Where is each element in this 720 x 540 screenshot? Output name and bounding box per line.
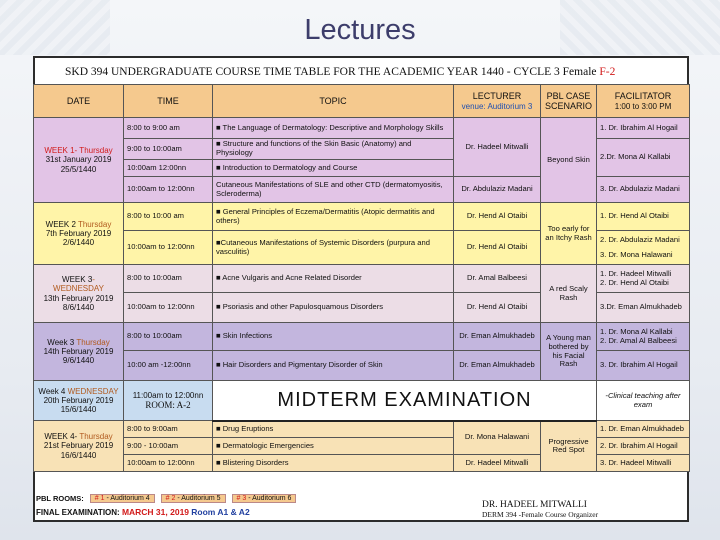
- week1-time-4: 10:00am to 12:00nn: [124, 177, 213, 203]
- week2-label: WEEK 2: [45, 219, 76, 229]
- week5-date-greg: 21st February 2019: [43, 441, 114, 451]
- header-date: DATE: [34, 85, 124, 118]
- pbl-room-1-name: - Auditorium 4: [106, 495, 150, 502]
- pbl-rooms-line: [36, 494, 436, 503]
- header-lecturer-label: LECTURER: [472, 91, 522, 102]
- week5-topic-2: ■ Dermatologic Emergencies: [213, 438, 454, 455]
- week1-pbl: Beyond Skin: [541, 118, 597, 203]
- timetable-title: [65, 66, 685, 78]
- week2-facilitator-1: 1. Dr. Hend Al Otaibi: [597, 203, 690, 231]
- week1-lecturer-1: Dr. Hadeel Mitwalli: [454, 118, 541, 177]
- pbl-room-2-name: - Auditorium 5: [177, 495, 221, 502]
- week3-time-1: 8:00 to 10:00am: [124, 265, 213, 293]
- week5-date-hijri: 16/6/1440: [60, 450, 97, 460]
- week1-facilitator-1: 1. Dr. Ibrahim Al Hogail: [597, 118, 690, 139]
- pbl-room-2-num: # 2: [165, 495, 176, 502]
- timetable: [33, 84, 690, 472]
- week3-lecturer-2: Dr. Hend Al Otaibi: [454, 293, 541, 323]
- week2-date-cell: [34, 203, 124, 265]
- header-lecturer: [454, 85, 541, 118]
- week5-label: WEEK 4-: [44, 432, 78, 442]
- week3-topic-2: ■ Psoriasis and other Papulosquamous Disorders: [213, 293, 454, 323]
- week5-facilitator-1: 1. Dr. Eman Almukhadeb: [597, 421, 690, 438]
- week5-time-2: 9:00 - 10:00am: [124, 438, 213, 455]
- week4-time-room: [124, 381, 213, 421]
- table-row: [34, 421, 690, 438]
- week4-note: -Clinical teaching after exam: [597, 381, 690, 421]
- week5-time-3: 10:00am to 12:00nn: [124, 455, 213, 472]
- week3-facilitator-1: 1. Dr. Hadeel Mitwalli: [600, 268, 672, 278]
- course-organizer: [482, 500, 682, 519]
- table-row: [34, 265, 690, 293]
- slide-title: Lectures: [304, 14, 416, 46]
- header-facilitator-label: FACILITATOR: [614, 91, 672, 102]
- week3-day: - WEDNESDAY: [53, 275, 104, 294]
- header-facilitator: [597, 85, 690, 118]
- header-topic: TOPIC: [213, 85, 454, 118]
- midterm-banner: MIDTERM EXAMINATION: [213, 381, 597, 421]
- week2-pbl: Too early for an Itchy Rash: [541, 203, 597, 265]
- week3-lecturer-1: Dr. Amal Balbeesi: [454, 265, 541, 293]
- week2-lecturer-2: Dr. Hend Al Otaibi: [454, 231, 541, 265]
- week3-topic-1: ■ Acne Vulgaris and Acne Related Disorder: [213, 265, 454, 293]
- header-lecturer-venue: venue: Auditorium 3: [461, 101, 533, 111]
- week3b-facilitator-3: 3. Dr. Ibrahim Al Hogail: [597, 351, 690, 381]
- week1-topic-2: ■ Structure and functions of the Skin Basic (Anatomy) and Physiology: [213, 139, 454, 160]
- pbl-room-3: [232, 494, 297, 503]
- week4-day: WEDNESDAY: [67, 386, 119, 396]
- week5-topic-3: ■ Blistering Disorders: [213, 455, 454, 472]
- week3-date-greg: 13th February 2019: [43, 293, 114, 303]
- week1-date-cell: [34, 118, 124, 203]
- week5-day: Thursday: [79, 432, 113, 442]
- final-exam-label: FINAL EXAMINATION:: [36, 508, 120, 517]
- week5-topic-1: ■ Drug Eruptions: [213, 421, 454, 438]
- week1-facilitator-3: 3. Dr. Abdulaziz Madani: [597, 177, 690, 203]
- pbl-rooms-label: PBL ROOMS:: [36, 494, 84, 503]
- week3b-topic-1: ■ Skin Infections: [213, 323, 454, 351]
- pbl-room-3-name: - Auditorium 6: [248, 495, 292, 502]
- week1-label: WEEK 1- Thursday: [44, 146, 113, 156]
- week3-date-hijri: 8/6/1440: [62, 302, 95, 312]
- week2-date-greg: 7th February 2019: [45, 228, 112, 238]
- week3b-date-cell: [34, 323, 124, 381]
- week5-facilitator-3: 3. Dr. Hadeel Mitwalli: [597, 455, 690, 472]
- week3b-day: Thursday: [76, 337, 110, 347]
- week3-date-cell: [34, 265, 124, 323]
- table-row: [34, 323, 690, 351]
- week5-facilitator-2: 2. Dr. Ibrahim Al Hogail: [597, 438, 690, 455]
- week5-lecturer-1: Dr. Mona Halawani: [454, 421, 541, 455]
- organizer-name: DR. HADEEL MITWALLI: [482, 500, 587, 510]
- week1-time-1: 8:00 to 9:00 am: [124, 118, 213, 139]
- week3b-date-greg: 14th February 2019: [43, 346, 114, 356]
- week3b-topic-2: ■ Hair Disorders and Pigmentary Disorder of Skin: [213, 351, 454, 381]
- week3b-pbl: A Young man bothered by his Facial Rash: [541, 323, 597, 381]
- week1-time-2: 9:00 to 10:00am: [124, 139, 213, 160]
- pbl-room-2: [161, 494, 226, 503]
- week4-date-greg: 20th February 2019: [43, 395, 114, 405]
- table-row-midterm: [34, 381, 690, 421]
- week1-date-greg: 31st January 2019: [45, 155, 112, 165]
- week1-lecturer-2: Dr. Abdulaziz Madani: [454, 177, 541, 203]
- week1-topic-4: Cutaneous Manifestations of SLE and other CTD (dermatomyositis, Scleroderma): [213, 177, 454, 203]
- week3-facilitator-2: 2. Dr. Hend Al Otaibi: [600, 277, 669, 287]
- week4-label: Week 4: [38, 386, 66, 396]
- final-exam-date: MARCH 31, 2019: [121, 507, 190, 517]
- week3-time-2: 10:00am to 12:00nn: [124, 293, 213, 323]
- week3b-facilitators-12: [597, 323, 690, 351]
- organizer-role: DERM 394 -Female Course Organizer: [482, 510, 599, 519]
- week5-time-1: 8:00 to 9:00am: [124, 421, 213, 438]
- week1-topic-3: ■ Introduction to Dermatology and Course: [213, 160, 454, 177]
- week4-date-hijri: 15/6/1440: [60, 405, 97, 415]
- week4-time: 11:00am to 12:00nn: [132, 390, 204, 400]
- header-pbl-case: PBL CASE SCENARIO: [541, 85, 597, 118]
- week5-pbl: Progressive Red Spot: [541, 421, 597, 472]
- week2-day: Thursday: [77, 219, 112, 229]
- week2-topic-2: ■Cutaneous Manifestations of Systemic Disorders (purpura and vasculitis): [213, 231, 454, 265]
- week3b-facilitator-2: 2. Dr. Amal Al Balbeesi: [600, 335, 677, 345]
- week3b-facilitator-1: 1. Dr. Mona Al Kallabi: [600, 326, 673, 336]
- week3-facilitators-12: [597, 265, 690, 293]
- footer-info: [36, 494, 436, 517]
- week1-facilitator-2: 2.Dr. Mona Al Kallabi: [597, 139, 690, 177]
- header-facilitator-time: 1:00 to 3:00 PM: [614, 101, 672, 111]
- week3b-lecturer-2: Dr. Eman Almukhadeb: [454, 351, 541, 381]
- timetable-title-group: F-2: [599, 66, 616, 78]
- week2-time-2: 10:00am to 12:00nn: [124, 231, 213, 265]
- week2-facilitator-2: 2. Dr. Abdulaziz Madani: [600, 234, 680, 244]
- week3b-date-hijri: 9/6/1440: [62, 356, 95, 366]
- week3b-time-2: 10:00 am -12:00nn: [124, 351, 213, 381]
- week1-date-hijri: 25/5/1440: [60, 164, 97, 174]
- week1-time-3: 10:00am 12:00nn: [124, 160, 213, 177]
- week1-topic-1: ■ The Language of Dermatology: Descriptive and Morphology Skills: [213, 118, 454, 139]
- week5-lecturer-3: Dr. Hadeel Mitwalli: [454, 455, 541, 472]
- week2-time-1: 8:00 to 10:00 am: [124, 203, 213, 231]
- week3b-time-1: 8:00 to 10:00am: [124, 323, 213, 351]
- week2-facilitators-23: [597, 231, 690, 265]
- week3-pbl: A red Scaly Rash: [541, 265, 597, 323]
- table-row: [34, 203, 690, 231]
- week2-topic-1: ■ General Principles of Eczema/Dermatitis (Atopic dermatitis and others): [213, 203, 454, 231]
- week3b-lecturer-1: Dr. Eman Almukhadeb: [454, 323, 541, 351]
- header-row: [34, 85, 690, 118]
- week2-facilitator-3: 3. Dr. Mona Halawani: [600, 249, 673, 259]
- header-time: TIME: [124, 85, 213, 118]
- pbl-room-1-num: # 1: [94, 495, 105, 502]
- week2-lecturer-1: Dr. Hend Al Otaibi: [454, 203, 541, 231]
- week2-date-hijri: 2/6/1440: [62, 238, 95, 248]
- table-row: [34, 118, 690, 139]
- pbl-room-1: [90, 494, 155, 503]
- week3-label: WEEK 3: [62, 275, 93, 285]
- week4-room: ROOM: A-2: [145, 399, 191, 410]
- final-exam-line: [36, 507, 436, 517]
- week4-date-cell: [34, 381, 124, 421]
- week3b-label: Week 3: [47, 337, 75, 347]
- week3-facilitator-3: 3.Dr. Eman Almukhadeb: [597, 293, 690, 323]
- timetable-title-main: SKD 394 UNDERGRADUATE COURSE TIME TABLE FOR THE ACADEMIC YEAR 1440 - CYCLE 3 Female: [65, 66, 597, 78]
- final-exam-room: Room A1 & A2: [191, 507, 250, 517]
- week5-date-cell: [34, 421, 124, 472]
- pbl-room-3-num: # 3: [236, 495, 247, 502]
